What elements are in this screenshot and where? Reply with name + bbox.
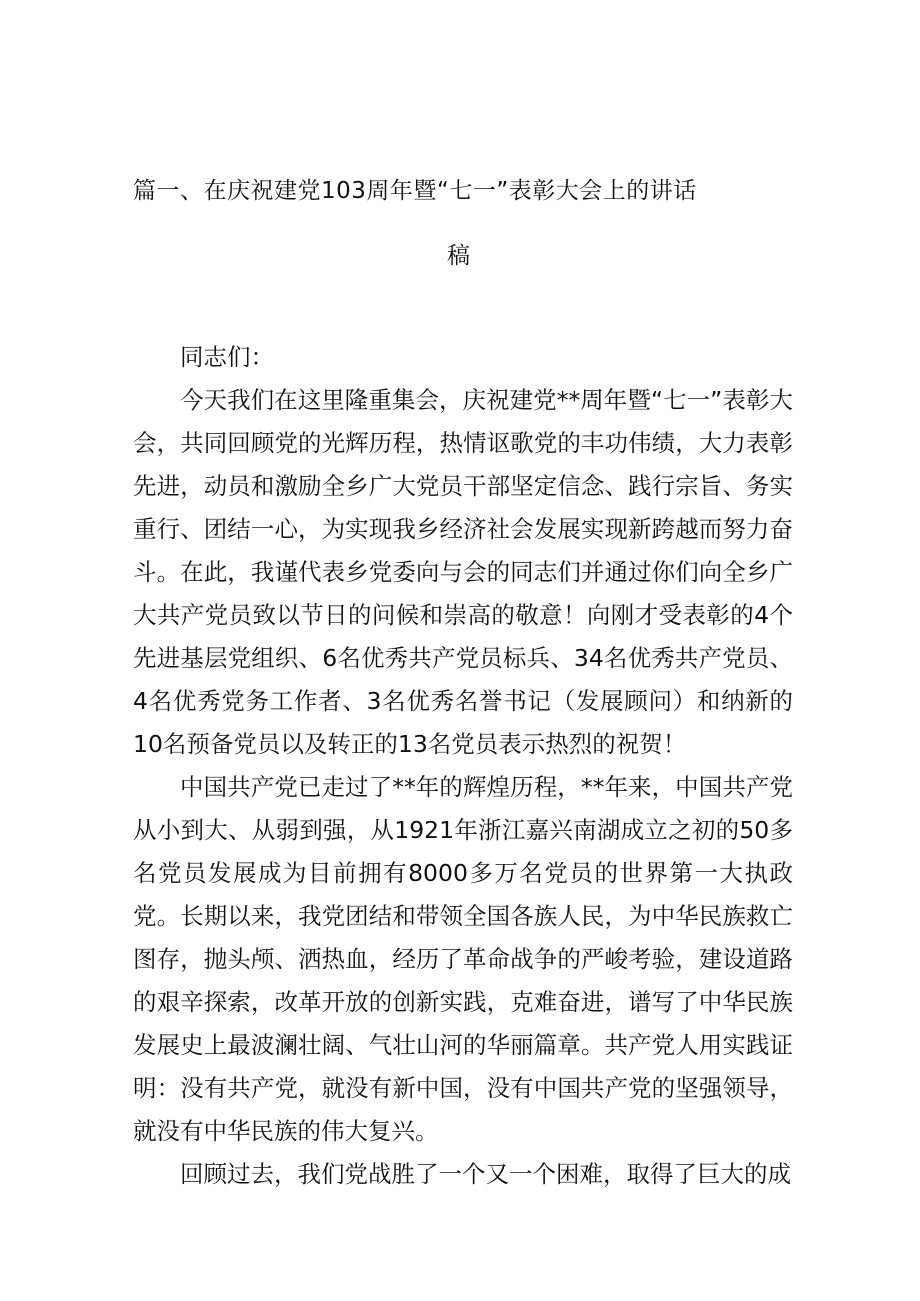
paragraph: 今天我们在这里隆重集会，庆祝建党**周年暨“七一”表彰大会，共同回顾党的光辉历程，热情讴歌党的丰功伟绩，大力表彰先进，动员和激励全乡广大党员干部坚定信念、践行宗旨、务实重行、团结一心，为实现我乡经济社会发展实现新跨越而努力奋斗。在此，我谨代表乡党委向与会的同志们并通过你们向全乡广大共产党员致以节日的问候和崇高的敬意！向刚才受表彰的4个先进基层党组织、6名优秀共产党员标兵、34名优秀共产党员、4名优秀党务工作者、3名优秀名誉书记（发展顾问）和纳新的10名预备党员以及转正的13名党员表示热烈的祝贺！: [133, 386, 793, 758]
document-title-continuation: 稿: [447, 243, 470, 269]
paragraph: 回顾过去，我们党战胜了一个又一个困难，取得了巨大的成: [180, 1160, 791, 1188]
salutation: 同志们：: [180, 343, 274, 371]
document-title: 篇一、在庆祝建党103周年暨“七一”表彰大会上的讲话: [133, 178, 697, 204]
document-body: [133, 336, 793, 1196]
paragraph: 中国共产党已走过了**年的辉煌历程，**年来，中国共产党从小到大、从弱到强，从1921年浙江嘉兴南湖成立之初的50多名党员发展成为目前拥有8000多万名党员的世界第一大执政党。长期以来，我党团结和带领全国各族人民，为中华民族救亡图存，抛头颅、洒热血，经历了革命战争的严峻考验，建设道路的艰辛探索，改革开放的创新实践，克难奋进，谱写了中华民族发展史上最波澜壮阔、气壮山河的华丽篇章。共产党人用实践证明：没有共产党，就没有新中国，没有中国共产党的坚强领导，就没有中华民族的伟大复兴。: [133, 773, 793, 1145]
